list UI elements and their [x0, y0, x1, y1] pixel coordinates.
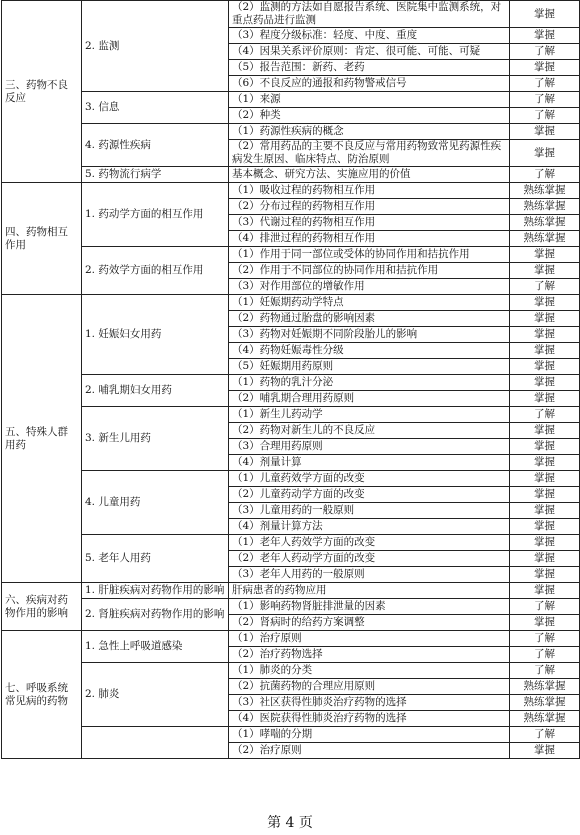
item-text: 基本概念、研究方法、实施应用的价值: [229, 167, 510, 183]
requirement-level: 熟练掌握: [510, 231, 580, 247]
item-text: （4）医院获得性肺炎治疗药物的选择: [229, 711, 510, 727]
item-text: （3）合理用药原则: [229, 439, 510, 455]
unit-name: [82, 727, 229, 759]
table-row: [2, 535, 580, 551]
table-row: [2, 583, 580, 599]
table-row: [2, 295, 580, 311]
unit-name: 2. 哺乳期妇女用药: [82, 375, 229, 407]
item-text: （2）儿童药动学方面的改变: [229, 487, 510, 503]
requirement-level: 了解: [510, 647, 580, 663]
requirement-level: 熟练掌握: [510, 711, 580, 727]
table-row: [2, 124, 580, 140]
requirement-level: 掌握: [510, 1, 580, 28]
requirement-level: 掌握: [510, 743, 580, 759]
requirement-level: 掌握: [510, 439, 580, 455]
requirement-level: 掌握: [510, 583, 580, 599]
page-number: 第 4 页: [267, 815, 313, 831]
table-row: [2, 167, 580, 183]
item-text: （2）作用于不同部位的协同作用和拮抗作用: [229, 263, 510, 279]
item-text: （5）报告范围：新药、老药: [229, 60, 510, 76]
item-text: （1）影响药物肾脏排泄量的因素: [229, 599, 510, 615]
requirement-level: 掌握: [510, 295, 580, 311]
table-row: [2, 631, 580, 647]
requirement-level: 熟练掌握: [510, 183, 580, 199]
requirement-level: 了解: [510, 44, 580, 60]
table-row: [2, 375, 580, 391]
section-title: 七、呼吸系统常见病的药物: [2, 631, 82, 759]
section-title: 六、疾病对药物作用的影响: [2, 583, 82, 631]
requirement-level: 了解: [510, 599, 580, 615]
table-row: [2, 1, 580, 28]
requirement-level: 掌握: [510, 124, 580, 140]
item-text: （2）常用药品的主要不良反应与常用药物致常见药源性疾病发生原因、临床特点、防治原则: [229, 140, 510, 167]
requirement-level: 掌握: [510, 140, 580, 167]
item-text: （4）剂量计算方法: [229, 519, 510, 535]
item-text: （1）吸收过程的药物相互作用: [229, 183, 510, 199]
item-text: （6）不良反应的通报和药物警戒信号: [229, 76, 510, 92]
unit-name: 2. 药效学方面的相互作用: [82, 247, 229, 295]
unit-name: 1. 急性上呼吸道感染: [82, 631, 229, 663]
requirement-level: 掌握: [510, 551, 580, 567]
item-text: （1）儿童药效学方面的改变: [229, 471, 510, 487]
item-text: （3）代谢过程的药物相互作用: [229, 215, 510, 231]
unit-name: 2. 监测: [82, 1, 229, 92]
section-title: 五、特殊人群用药: [2, 295, 82, 583]
requirement-level: 掌握: [510, 423, 580, 439]
syllabus-table-body: [2, 1, 580, 759]
item-text: （4）排泄过程的药物相互作用: [229, 231, 510, 247]
item-text: （2）药物对新生儿的不良反应: [229, 423, 510, 439]
item-text: （2）抗菌药物的合理应用原则: [229, 679, 510, 695]
table-row: [2, 599, 580, 615]
item-text: （1）药物的乳汁分泌: [229, 375, 510, 391]
unit-name: 3. 信息: [82, 92, 229, 124]
requirement-level: 掌握: [510, 375, 580, 391]
requirement-level: 了解: [510, 407, 580, 423]
requirement-level: 熟练掌握: [510, 679, 580, 695]
requirement-level: 掌握: [510, 455, 580, 471]
unit-name: 1. 肝脏疾病对药物作用的影响: [82, 583, 229, 599]
requirement-level: 掌握: [510, 519, 580, 535]
item-text: （2）药物通过胎盘的影响因素: [229, 311, 510, 327]
item-text: （1）来源: [229, 92, 510, 108]
item-text: （1）药源性疾病的概念: [229, 124, 510, 140]
requirement-level: 掌握: [510, 311, 580, 327]
table-row: [2, 92, 580, 108]
requirement-level: 熟练掌握: [510, 215, 580, 231]
requirement-level: 掌握: [510, 28, 580, 44]
requirement-level: 熟练掌握: [510, 695, 580, 711]
item-text: （1）哮喘的分期: [229, 727, 510, 743]
requirement-level: 掌握: [510, 263, 580, 279]
section-title: 三、药物不良反应: [2, 1, 82, 183]
unit-name: 1. 药动学方面的相互作用: [82, 183, 229, 247]
item-text: （1）妊娠期药动学特点: [229, 295, 510, 311]
requirement-level: 掌握: [510, 535, 580, 551]
table-row: [2, 407, 580, 423]
item-text: （3）程度分级标准：轻度、中度、重度: [229, 28, 510, 44]
item-text: （3）对作用部位的增敏作用: [229, 279, 510, 295]
item-text: （1）老年人药效学方面的改变: [229, 535, 510, 551]
requirement-level: 掌握: [510, 391, 580, 407]
unit-name: 1. 妊娠妇女用药: [82, 295, 229, 375]
unit-name: 4. 儿童用药: [82, 471, 229, 535]
requirement-level: 掌握: [510, 503, 580, 519]
item-text: （4）剂量计算: [229, 455, 510, 471]
requirement-level: 掌握: [510, 471, 580, 487]
requirement-level: 掌握: [510, 615, 580, 631]
requirement-level: 掌握: [510, 343, 580, 359]
table-row: [2, 663, 580, 679]
item-text: （1）新生儿药动学: [229, 407, 510, 423]
item-text: （2）分布过程的药物相互作用: [229, 199, 510, 215]
requirement-level: 了解: [510, 92, 580, 108]
requirement-level: 了解: [510, 279, 580, 295]
item-text: 肝病患者的药物应用: [229, 583, 510, 599]
unit-name: 5. 药物流行病学: [82, 167, 229, 183]
unit-name: 3. 新生儿用药: [82, 407, 229, 471]
item-text: （5）妊娠期用药原则: [229, 359, 510, 375]
item-text: （4）药物妊娠毒性分级: [229, 343, 510, 359]
item-text: （3）儿童用药的一般原则: [229, 503, 510, 519]
requirement-level: 了解: [510, 167, 580, 183]
requirement-level: 了解: [510, 727, 580, 743]
requirement-level: 了解: [510, 663, 580, 679]
unit-name: 5. 老年人用药: [82, 535, 229, 583]
table-row: [2, 183, 580, 199]
requirement-level: 掌握: [510, 567, 580, 583]
requirement-level: 了解: [510, 631, 580, 647]
item-text: （2）老年人药动学方面的改变: [229, 551, 510, 567]
unit-name: 2. 肾脏疾病对药物作用的影响: [82, 599, 229, 631]
unit-name: 2. 肺炎: [82, 663, 229, 727]
item-text: （1）治疗原则: [229, 631, 510, 647]
item-text: （2）肾病时的给药方案调整: [229, 615, 510, 631]
unit-name: 4. 药源性疾病: [82, 124, 229, 167]
requirement-level: 了解: [510, 108, 580, 124]
item-text: （2）种类: [229, 108, 510, 124]
item-text: （2）治疗原则: [229, 743, 510, 759]
item-text: （2）治疗药物选择: [229, 647, 510, 663]
table-row: [2, 247, 580, 263]
item-text: （3）药物对妊娠期不同阶段胎儿的影响: [229, 327, 510, 343]
item-text: （2）监测的方法如自愿报告系统、医院集中监测系统，对重点药品进行监测: [229, 1, 510, 28]
requirement-level: 掌握: [510, 247, 580, 263]
item-text: （4）因果关系评价原则：肯定、很可能、可能、可疑: [229, 44, 510, 60]
requirement-level: 了解: [510, 76, 580, 92]
requirement-level: 掌握: [510, 487, 580, 503]
item-text: （2）哺乳期合理用药原则: [229, 391, 510, 407]
table-row: [2, 471, 580, 487]
item-text: （1）作用于同一部位或受体的协同作用和拮抗作用: [229, 247, 510, 263]
table-row: [2, 727, 580, 743]
section-title: 四、药物相互作用: [2, 183, 82, 295]
item-text: （3）老年人用药的一般原则: [229, 567, 510, 583]
syllabus-table: [1, 0, 580, 759]
requirement-level: 熟练掌握: [510, 199, 580, 215]
requirement-level: 掌握: [510, 60, 580, 76]
requirement-level: 掌握: [510, 359, 580, 375]
item-text: （3）社区获得性肺炎治疗药物的选择: [229, 695, 510, 711]
requirement-level: 掌握: [510, 327, 580, 343]
item-text: （1）肺炎的分类: [229, 663, 510, 679]
